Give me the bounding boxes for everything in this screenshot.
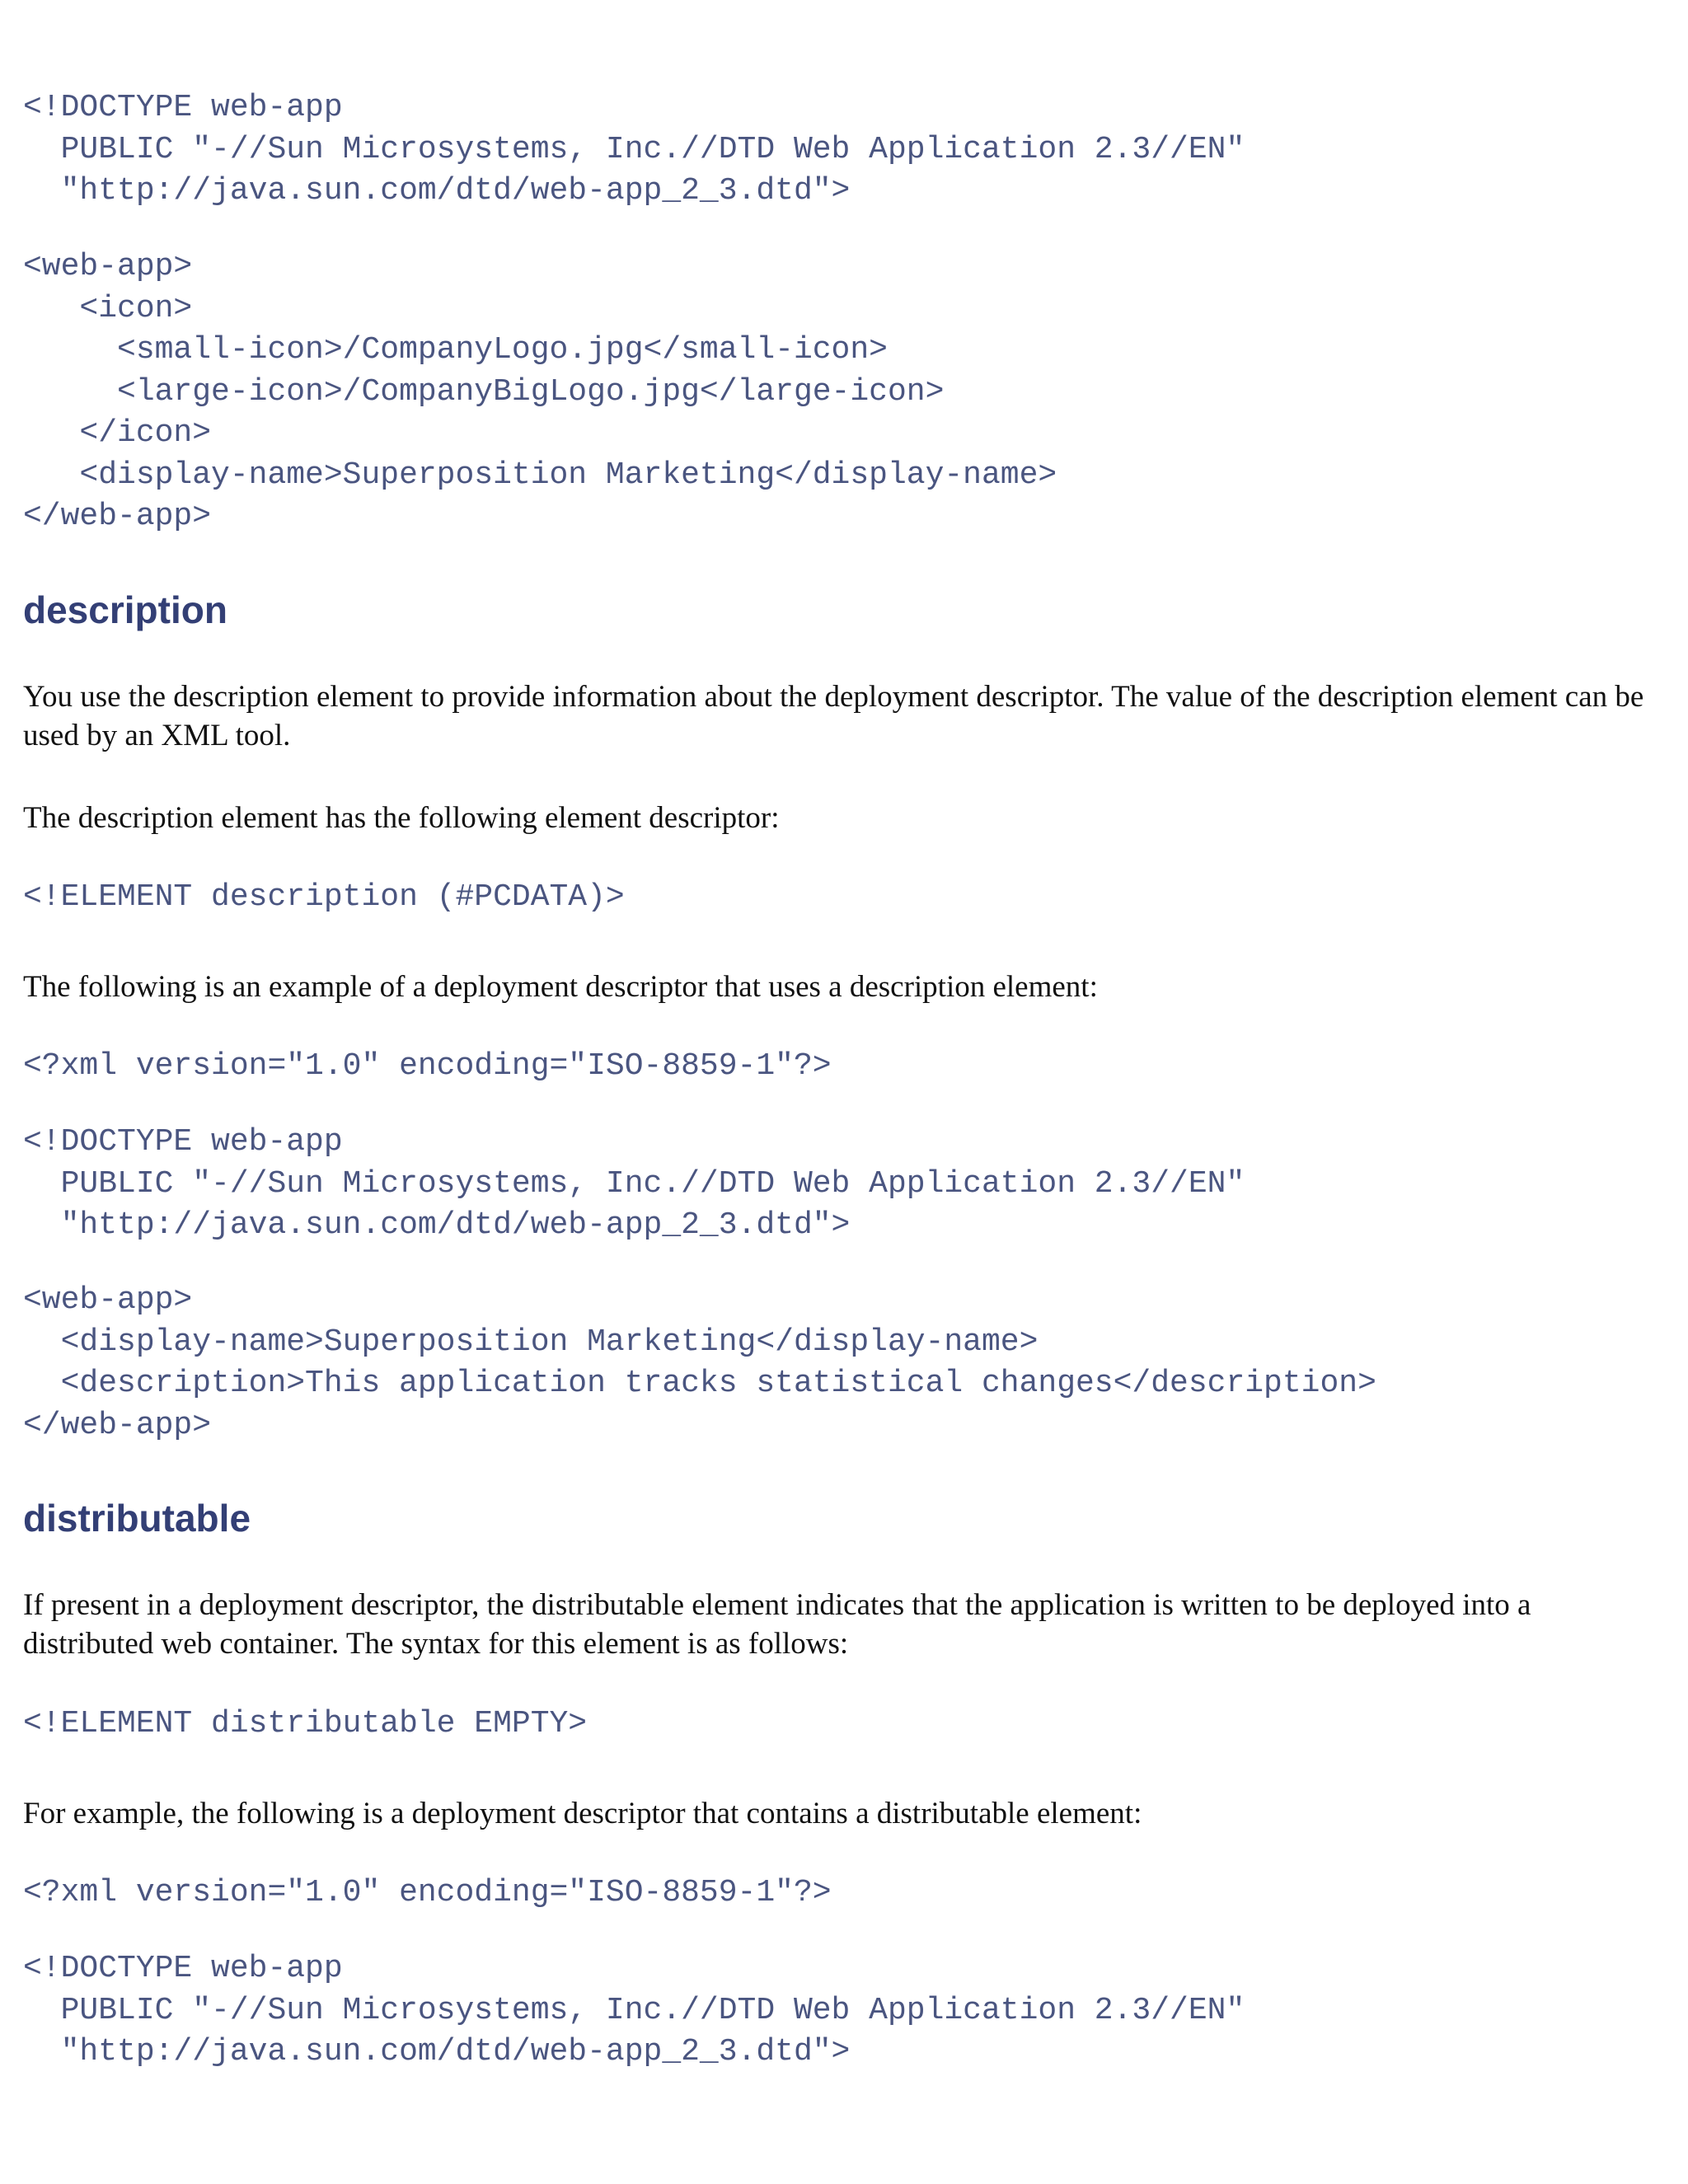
paragraph-distributable-example: For example, the following is a deployment descriptor that contains a distributable element: [23, 1797, 1142, 1830]
code-doctype-block: <!DOCTYPE web-app PUBLIC "-//Sun Microsystems, Inc.//DTD Web Application 2.3//EN" "http://java.sun.com/dtd/web-app_2_3.dtd"> [23, 90, 1245, 209]
code-doctype-block: <!DOCTYPE web-app PUBLIC "-//Sun Microsystems, Inc.//DTD Web Application 2.3//EN" "http://java.sun.com/dtd/web-app_2_3.dtd"> [23, 1951, 1245, 2069]
paragraph-description-intro: You use the description element to provide information about the deployment descriptor. The value of the description element can be used by an XML tool. [23, 680, 1644, 752]
paragraph-description-descriptor: The description element has the following element descriptor: [23, 801, 780, 835]
code-xml-declaration: <?xml version="1.0" encoding="ISO-8859-1"?> [23, 1048, 832, 1084]
code-element-distributable: <!ELEMENT distributable EMPTY> [23, 1706, 588, 1741]
paragraph-description-example: The following is an example of a deployment descriptor that uses a description element: [23, 970, 1098, 1004]
section-heading-distributable: distributable [23, 1497, 251, 1540]
code-doctype-block: <!DOCTYPE web-app PUBLIC "-//Sun Microsystems, Inc.//DTD Web Application 2.3//EN" "http://java.sun.com/dtd/web-app_2_3.dtd"> [23, 1124, 1245, 1243]
section-heading-description: description [23, 588, 227, 631]
code-element-description: <!ELEMENT description (#PCDATA)> [23, 879, 625, 915]
code-webapp-description-block: <web-app> <display-name>Superposition Marketing</display-name> <description>This application tracks statistical changes</description> </web-app> [23, 1282, 1376, 1443]
code-webapp-icon-block: <web-app> <icon> <small-icon>/CompanyLogo.jpg</small-icon> <large-icon>/CompanyBigLogo.jpg</large-icon> </icon> <display-name>Superposition Marketing</display-name> </web-app> [23, 249, 1057, 534]
paragraph-distributable-intro: If present in a deployment descriptor, the distributable element indicates that the application is written to be deployed into a distributed web container. The syntax for this element is as follows: [23, 1588, 1531, 1661]
code-xml-declaration: <?xml version="1.0" encoding="ISO-8859-1"?> [23, 1875, 832, 1910]
